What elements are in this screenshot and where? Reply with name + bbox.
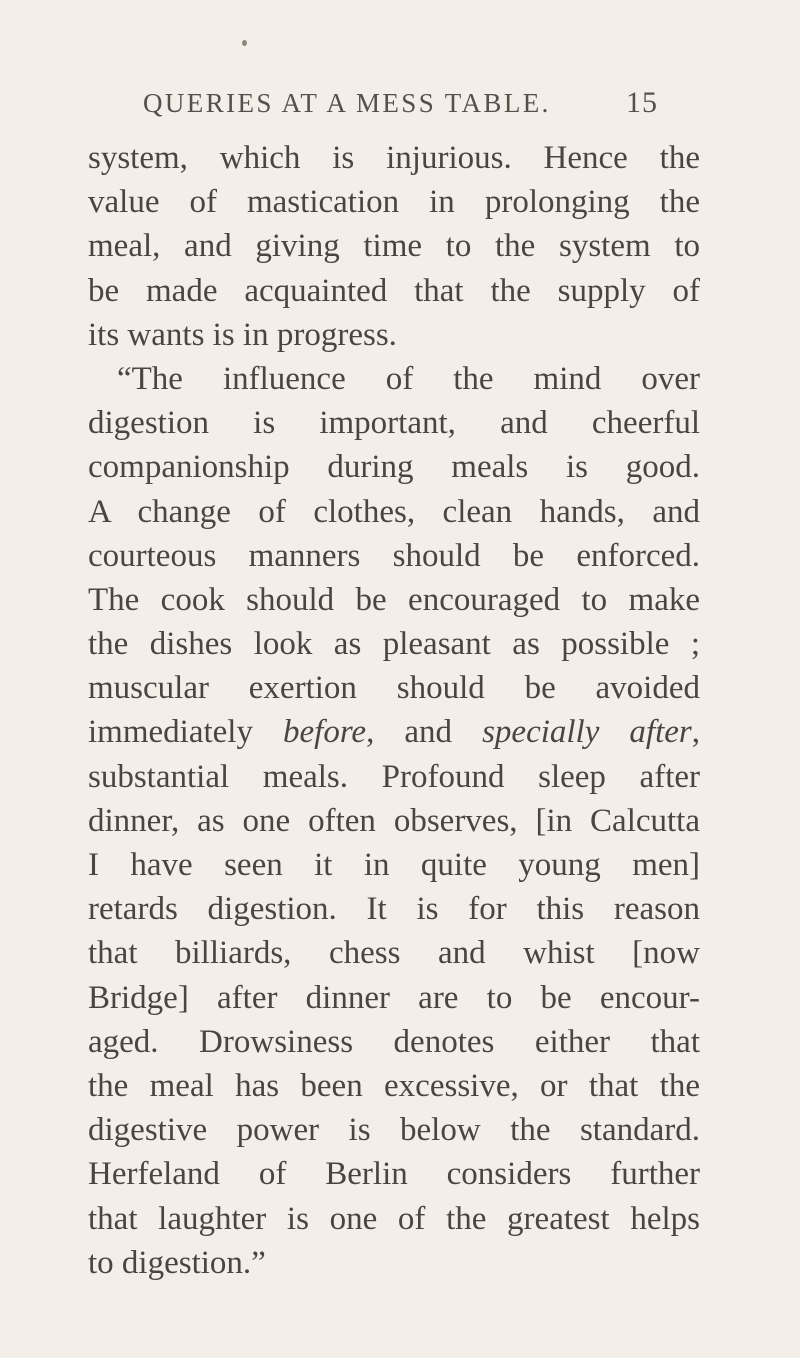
text-line: that billiards, chess and whist [now	[88, 935, 700, 972]
text-line: system, which is injurious. Hence the	[88, 140, 700, 176]
text-line: substantial meals. Profound sleep after	[88, 758, 700, 795]
text-line: companionship during meals is good.	[88, 449, 700, 486]
text-segment: immediately	[88, 714, 283, 751]
running-head	[143, 86, 658, 120]
text-line: retards digestion. It is for this reason	[88, 891, 700, 928]
text-line: dinner, as one often observes, [in Calcutta	[88, 802, 700, 839]
text-line: I have seen it in quite young men]	[88, 847, 700, 883]
text-line: Herfeland of Berlin considers further	[88, 1156, 700, 1193]
text-line: to digestion.”	[88, 1244, 266, 1281]
body-text	[88, 136, 700, 1285]
text-line: A change of clothes, clean hands, and	[88, 493, 700, 530]
text-line: muscular exertion should be avoided	[88, 670, 700, 707]
ink-speck	[242, 40, 247, 46]
text-line-with-italics	[88, 710, 700, 754]
text-line: the dishes look as pleasant as possible ;	[88, 626, 700, 663]
page-number: 15	[626, 86, 658, 119]
text-line: the meal has been excessive, or that the	[88, 1067, 700, 1104]
italic-before: before	[283, 714, 367, 751]
text-line: its wants is in progress.	[88, 316, 397, 353]
text-line: digestion is important, and cheerful	[88, 405, 700, 442]
text-line: digestive power is below the standard.	[88, 1112, 700, 1149]
italic-specially-after: specially after	[482, 714, 692, 751]
text-line: that laughter is one of the greatest helps	[88, 1200, 700, 1237]
text-segment: ,	[691, 714, 700, 751]
text-line: aged. Drowsiness denotes either that	[88, 1023, 700, 1060]
text-line: value of mastication in prolonging the	[88, 184, 700, 221]
text-line: be made acquainted that the supply of	[88, 272, 700, 309]
text-segment: , and	[366, 714, 483, 751]
running-title: QUERIES AT A MESS TABLE.	[143, 88, 551, 118]
text-line: The cook should be encouraged to make	[88, 581, 700, 618]
text-line: courteous manners should be enforced.	[88, 537, 700, 574]
text-line: “The influence of the mind over	[117, 360, 700, 397]
text-line: Bridge] after dinner are to be encour-	[88, 979, 700, 1016]
text-line: meal, and giving time to the system to	[88, 228, 700, 265]
